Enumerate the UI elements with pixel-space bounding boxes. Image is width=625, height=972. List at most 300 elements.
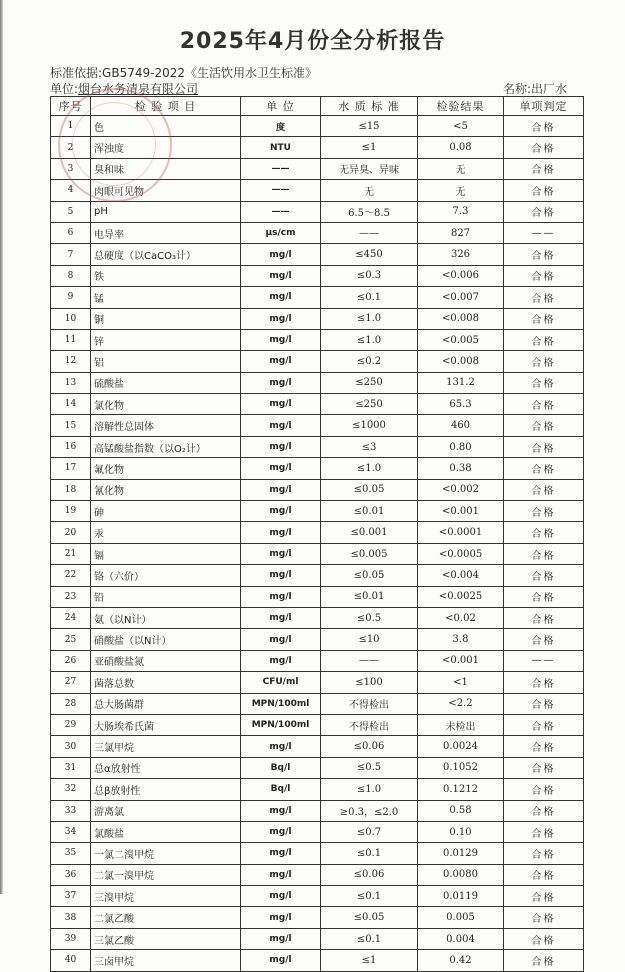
table-row bbox=[51, 201, 584, 222]
cell-item: 氯酸盐 bbox=[91, 821, 241, 842]
cell-seq: 4 bbox=[51, 180, 91, 201]
cell-standard: ≤10 bbox=[321, 629, 418, 650]
issuing-unit bbox=[50, 80, 198, 97]
cell-result: <0.0001 bbox=[418, 522, 504, 543]
cell-standard: ≤1.0 bbox=[321, 779, 418, 800]
table-row bbox=[51, 180, 584, 201]
cell-result: <0.004 bbox=[418, 565, 504, 586]
table-row bbox=[51, 886, 584, 907]
table-row bbox=[51, 244, 584, 265]
cell-item: 二氯一溴甲烷 bbox=[91, 864, 241, 885]
cell-result: 0.004 bbox=[418, 928, 504, 949]
cell-result: <0.001 bbox=[418, 501, 504, 522]
cell-standard: ≤250 bbox=[321, 372, 418, 393]
cell-unit: —— bbox=[241, 201, 321, 222]
cell-standard: ≤0.06 bbox=[321, 736, 418, 757]
cell-item: 锌 bbox=[91, 329, 241, 350]
cell-result: 0.58 bbox=[418, 800, 504, 821]
cell-standard: ≤0.05 bbox=[321, 479, 418, 500]
cell-seq: 35 bbox=[51, 843, 91, 864]
cell-judgement: —— bbox=[504, 650, 584, 671]
cell-unit: mg/l bbox=[241, 458, 321, 479]
table-row bbox=[51, 265, 584, 286]
cell-unit: mg/l bbox=[241, 907, 321, 928]
cell-item: 铜 bbox=[91, 308, 241, 329]
cell-seq: 26 bbox=[51, 650, 91, 671]
table-row bbox=[51, 394, 584, 415]
cell-standard: ≤0.001 bbox=[321, 522, 418, 543]
cell-seq: 25 bbox=[51, 629, 91, 650]
cell-standard: —— bbox=[321, 222, 418, 243]
header-judgement: 单项判定 bbox=[504, 97, 584, 116]
cell-unit: mg/l bbox=[241, 308, 321, 329]
cell-seq: 5 bbox=[51, 201, 91, 222]
cell-unit: mg/l bbox=[241, 886, 321, 907]
cell-judgement: 合格 bbox=[504, 394, 584, 415]
cell-unit: mg/l bbox=[241, 479, 321, 500]
cell-result: 326 bbox=[418, 244, 504, 265]
cell-judgement: 合格 bbox=[504, 864, 584, 885]
cell-item: 铝 bbox=[91, 351, 241, 372]
cell-seq: 37 bbox=[51, 886, 91, 907]
sample-name-value: 出厂水 bbox=[530, 82, 567, 96]
cell-judgement: 合格 bbox=[504, 543, 584, 564]
cell-result: 0.08 bbox=[418, 137, 504, 158]
header-standard: 水 质 标 准 bbox=[321, 97, 418, 116]
cell-result: 65.3 bbox=[418, 394, 504, 415]
cell-result: 无 bbox=[418, 180, 504, 201]
table-row bbox=[51, 543, 584, 564]
cell-standard: ≤450 bbox=[321, 244, 418, 265]
cell-item: 一氯二溴甲烷 bbox=[91, 843, 241, 864]
cell-seq: 19 bbox=[51, 501, 91, 522]
table-row bbox=[51, 501, 584, 522]
cell-result: <0.008 bbox=[418, 351, 504, 372]
cell-unit: Bq/l bbox=[241, 757, 321, 778]
cell-standard: ≤100 bbox=[321, 672, 418, 693]
cell-result: <0.005 bbox=[418, 329, 504, 350]
cell-unit: MPN/100ml bbox=[241, 693, 321, 714]
cell-unit: mg/l bbox=[241, 736, 321, 757]
cell-unit: mg/l bbox=[241, 415, 321, 436]
cell-result: 7.3 bbox=[418, 201, 504, 222]
cell-unit: CFU/ml bbox=[241, 672, 321, 693]
table-row bbox=[51, 907, 584, 928]
cell-judgement: 合格 bbox=[504, 372, 584, 393]
cell-unit: —— bbox=[241, 158, 321, 179]
standard-basis-label: 标准依据: bbox=[50, 66, 103, 80]
table-row bbox=[51, 607, 584, 628]
cell-unit: mg/l bbox=[241, 329, 321, 350]
cell-standard: ≤0.06 bbox=[321, 864, 418, 885]
cell-unit: mg/l bbox=[241, 843, 321, 864]
cell-result: 827 bbox=[418, 222, 504, 243]
cell-item: 硫酸盐 bbox=[91, 372, 241, 393]
table-row bbox=[51, 950, 584, 971]
page-edge-shadow bbox=[0, 0, 3, 894]
cell-unit: —— bbox=[241, 180, 321, 201]
cell-seq: 21 bbox=[51, 543, 91, 564]
cell-judgement: 合格 bbox=[504, 287, 584, 308]
table-row bbox=[51, 864, 584, 885]
cell-standard: ≤0.01 bbox=[321, 586, 418, 607]
report-title: 2025年4月份全分析报告 bbox=[179, 29, 446, 54]
cell-judgement: 合格 bbox=[504, 843, 584, 864]
cell-judgement: 合格 bbox=[504, 308, 584, 329]
cell-result: <2.2 bbox=[418, 693, 504, 714]
table-row bbox=[51, 928, 584, 949]
table-row bbox=[51, 779, 584, 800]
cell-result: 未检出 bbox=[418, 714, 504, 735]
cell-item: 二氯乙酸 bbox=[91, 907, 241, 928]
cell-standard: ≤1 bbox=[321, 137, 418, 158]
cell-judgement: 合格 bbox=[504, 886, 584, 907]
cell-item: 总α放射性 bbox=[91, 757, 241, 778]
cell-seq: 38 bbox=[51, 907, 91, 928]
cell-item: 三溴甲烷 bbox=[91, 886, 241, 907]
cell-seq: 31 bbox=[51, 757, 91, 778]
cell-seq: 1 bbox=[51, 116, 91, 137]
table-row bbox=[51, 672, 584, 693]
cell-standard: ≤1.0 bbox=[321, 329, 418, 350]
cell-seq: 6 bbox=[51, 222, 91, 243]
cell-judgement: 合格 bbox=[504, 479, 584, 500]
cell-result: <0.001 bbox=[418, 650, 504, 671]
table-header-row bbox=[51, 97, 584, 116]
cell-seq: 7 bbox=[51, 244, 91, 265]
cell-seq: 9 bbox=[51, 287, 91, 308]
cell-item: 氯化物 bbox=[91, 394, 241, 415]
cell-judgement: 合格 bbox=[504, 928, 584, 949]
cell-standard: ≤250 bbox=[321, 394, 418, 415]
cell-standard: ≤0.1 bbox=[321, 886, 418, 907]
table-row bbox=[51, 757, 584, 778]
cell-unit: Bq/l bbox=[241, 779, 321, 800]
cell-judgement: 合格 bbox=[504, 180, 584, 201]
cell-standard: ≤0.1 bbox=[321, 287, 418, 308]
table-row bbox=[51, 372, 584, 393]
cell-item: 铅 bbox=[91, 586, 241, 607]
cell-standard: ≤0.01 bbox=[321, 501, 418, 522]
cell-judgement: 合格 bbox=[504, 821, 584, 842]
standard-basis-value: GB5749-2022《生活饮用水卫生标准》 bbox=[102, 66, 317, 80]
cell-judgement: 合格 bbox=[504, 565, 584, 586]
cell-standard: 6.5～8.5 bbox=[321, 201, 418, 222]
cell-judgement: 合格 bbox=[504, 736, 584, 757]
table-row bbox=[51, 714, 584, 735]
cell-item: 溶解性总固体 bbox=[91, 415, 241, 436]
table-row bbox=[51, 436, 584, 457]
cell-unit: mg/l bbox=[241, 436, 321, 457]
cell-seq: 29 bbox=[51, 714, 91, 735]
sample-name-label: 名称: bbox=[502, 82, 531, 96]
cell-judgement: 合格 bbox=[504, 351, 584, 372]
cell-item: 砷 bbox=[91, 501, 241, 522]
cell-judgement: 合格 bbox=[504, 586, 584, 607]
cell-standard: 无异臭、异味 bbox=[321, 158, 418, 179]
cell-standard: 无 bbox=[321, 180, 418, 201]
analysis-table bbox=[50, 96, 584, 972]
cell-standard: ≤0.05 bbox=[321, 907, 418, 928]
cell-result: <0.0025 bbox=[418, 586, 504, 607]
cell-standard: ≤0.5 bbox=[321, 757, 418, 778]
cell-unit: mg/l bbox=[241, 607, 321, 628]
cell-unit: mg/l bbox=[241, 565, 321, 586]
table-row bbox=[51, 287, 584, 308]
cell-unit: mg/l bbox=[241, 800, 321, 821]
cell-unit: mg/l bbox=[241, 864, 321, 885]
cell-standard: 不得检出 bbox=[321, 714, 418, 735]
cell-seq: 15 bbox=[51, 415, 91, 436]
cell-judgement: 合格 bbox=[504, 116, 584, 137]
cell-judgement: 合格 bbox=[504, 137, 584, 158]
cell-unit: mg/l bbox=[241, 928, 321, 949]
cell-judgement: 合格 bbox=[504, 436, 584, 457]
cell-result: <0.002 bbox=[418, 479, 504, 500]
cell-seq: 22 bbox=[51, 565, 91, 586]
issuing-unit-label: 单位: bbox=[50, 82, 79, 96]
cell-judgement: 合格 bbox=[504, 607, 584, 628]
cell-seq: 32 bbox=[51, 779, 91, 800]
cell-result: 0.005 bbox=[418, 907, 504, 928]
cell-seq: 16 bbox=[51, 436, 91, 457]
table-row bbox=[51, 308, 584, 329]
cell-judgement: 合格 bbox=[504, 629, 584, 650]
cell-seq: 2 bbox=[51, 137, 91, 158]
cell-seq: 30 bbox=[51, 736, 91, 757]
cell-seq: 14 bbox=[51, 394, 91, 415]
sample-name bbox=[503, 80, 567, 97]
cell-item: 三卤甲烷 bbox=[91, 950, 241, 971]
cell-unit: mg/l bbox=[241, 586, 321, 607]
cell-item: 三氯乙酸 bbox=[91, 928, 241, 949]
cell-standard: ≤15 bbox=[321, 116, 418, 137]
cell-judgement: 合格 bbox=[504, 693, 584, 714]
cell-item: 铬（六价） bbox=[91, 565, 241, 586]
cell-result: 131.2 bbox=[418, 372, 504, 393]
cell-result: 0.0129 bbox=[418, 843, 504, 864]
cell-seq: 12 bbox=[51, 351, 91, 372]
cell-item: 游离氯 bbox=[91, 800, 241, 821]
cell-judgement: 合格 bbox=[504, 757, 584, 778]
cell-seq: 40 bbox=[51, 950, 91, 971]
table-row bbox=[51, 329, 584, 350]
cell-judgement: 合格 bbox=[504, 265, 584, 286]
cell-seq: 28 bbox=[51, 693, 91, 714]
cell-result: 无 bbox=[418, 158, 504, 179]
cell-standard: ≥0.3，≤2.0 bbox=[321, 800, 418, 821]
cell-unit: mg/l bbox=[241, 543, 321, 564]
cell-judgement: 合格 bbox=[504, 779, 584, 800]
cell-item: 肉眼可见物 bbox=[91, 180, 241, 201]
cell-item: 镉 bbox=[91, 543, 241, 564]
cell-judgement: 合格 bbox=[504, 672, 584, 693]
table-row bbox=[51, 116, 584, 137]
cell-judgement: 合格 bbox=[504, 907, 584, 928]
header-result: 检验结果 bbox=[418, 97, 504, 116]
cell-judgement: 合格 bbox=[504, 329, 584, 350]
cell-judgement: 合格 bbox=[504, 501, 584, 522]
standard-basis bbox=[50, 64, 317, 81]
cell-item: 汞 bbox=[91, 522, 241, 543]
table-row bbox=[51, 415, 584, 436]
cell-standard: ≤1 bbox=[321, 950, 418, 971]
cell-unit: mg/l bbox=[241, 650, 321, 671]
cell-seq: 23 bbox=[51, 586, 91, 607]
cell-unit: mg/l bbox=[241, 394, 321, 415]
cell-standard: ≤0.005 bbox=[321, 543, 418, 564]
cell-seq: 18 bbox=[51, 479, 91, 500]
table-row bbox=[51, 736, 584, 757]
table-row bbox=[51, 458, 584, 479]
cell-seq: 17 bbox=[51, 458, 91, 479]
cell-judgement: 合格 bbox=[504, 244, 584, 265]
cell-result: 0.0024 bbox=[418, 736, 504, 757]
cell-seq: 27 bbox=[51, 672, 91, 693]
header-seq: 序号 bbox=[51, 97, 91, 116]
cell-item: 总大肠菌群 bbox=[91, 693, 241, 714]
cell-item: 总β放射性 bbox=[91, 779, 241, 800]
cell-result: 0.80 bbox=[418, 436, 504, 457]
cell-result: 0.1212 bbox=[418, 779, 504, 800]
cell-item: 色 bbox=[91, 116, 241, 137]
table-row bbox=[51, 586, 584, 607]
table-row bbox=[51, 843, 584, 864]
cell-standard: ≤0.1 bbox=[321, 928, 418, 949]
cell-seq: 34 bbox=[51, 821, 91, 842]
cell-result: <5 bbox=[418, 116, 504, 137]
cell-item: 浑浊度 bbox=[91, 137, 241, 158]
cell-item: 总硬度（以CaCO₃计） bbox=[91, 244, 241, 265]
cell-judgement: 合格 bbox=[504, 458, 584, 479]
cell-standard: ≤0.3 bbox=[321, 265, 418, 286]
cell-unit: mg/l bbox=[241, 501, 321, 522]
cell-standard: ≤3 bbox=[321, 436, 418, 457]
cell-result: <0.0005 bbox=[418, 543, 504, 564]
cell-result: <0.02 bbox=[418, 607, 504, 628]
cell-unit: mg/l bbox=[241, 950, 321, 971]
cell-result: 0.10 bbox=[418, 821, 504, 842]
table-row bbox=[51, 522, 584, 543]
cell-judgement: 合格 bbox=[504, 522, 584, 543]
table-row bbox=[51, 479, 584, 500]
cell-unit: MPN/100ml bbox=[241, 714, 321, 735]
table-row bbox=[51, 629, 584, 650]
cell-item: 电导率 bbox=[91, 222, 241, 243]
cell-unit: mg/l bbox=[241, 522, 321, 543]
cell-standard: 不得检出 bbox=[321, 693, 418, 714]
cell-item: 氨（以N计） bbox=[91, 607, 241, 628]
cell-standard: ≤0.05 bbox=[321, 565, 418, 586]
cell-result: 0.1052 bbox=[418, 757, 504, 778]
cell-standard: —— bbox=[321, 650, 418, 671]
cell-seq: 24 bbox=[51, 607, 91, 628]
cell-seq: 10 bbox=[51, 308, 91, 329]
cell-unit: mg/l bbox=[241, 244, 321, 265]
issuing-unit-value: 烟台水务清泉有限公司 bbox=[78, 82, 199, 96]
table-row bbox=[51, 800, 584, 821]
table-row bbox=[51, 137, 584, 158]
cell-seq: 20 bbox=[51, 522, 91, 543]
cell-result: 0.0080 bbox=[418, 864, 504, 885]
cell-result: <0.007 bbox=[418, 287, 504, 308]
table-row bbox=[51, 821, 584, 842]
cell-unit: NTU bbox=[241, 137, 321, 158]
cell-judgement: 合格 bbox=[504, 950, 584, 971]
cell-unit: mg/l bbox=[241, 287, 321, 308]
cell-item: 高锰酸盐指数（以O₂计） bbox=[91, 436, 241, 457]
header-item: 检 验 项 目 bbox=[91, 97, 241, 116]
cell-result: <0.008 bbox=[418, 308, 504, 329]
cell-seq: 8 bbox=[51, 265, 91, 286]
table-body bbox=[51, 116, 584, 972]
cell-standard: ≤0.7 bbox=[321, 821, 418, 842]
cell-judgement: 合格 bbox=[504, 714, 584, 735]
header-unit: 单 位 bbox=[241, 97, 321, 116]
table-row bbox=[51, 222, 584, 243]
cell-judgement: 合格 bbox=[504, 800, 584, 821]
cell-standard: ≤1.0 bbox=[321, 458, 418, 479]
cell-unit: mg/l bbox=[241, 629, 321, 650]
cell-judgement: —— bbox=[504, 222, 584, 243]
cell-item: 氟化物 bbox=[91, 458, 241, 479]
cell-result: 460 bbox=[418, 415, 504, 436]
table-row bbox=[51, 565, 584, 586]
cell-standard: ≤1000 bbox=[321, 415, 418, 436]
cell-standard: ≤1.0 bbox=[321, 308, 418, 329]
cell-standard: ≤0.2 bbox=[321, 351, 418, 372]
cell-seq: 36 bbox=[51, 864, 91, 885]
cell-item: 硝酸盐（以N计） bbox=[91, 629, 241, 650]
cell-result: 0.38 bbox=[418, 458, 504, 479]
cell-judgement: 合格 bbox=[504, 158, 584, 179]
cell-result: 0.42 bbox=[418, 950, 504, 971]
cell-seq: 13 bbox=[51, 372, 91, 393]
cell-item: 亚硝酸盐氮 bbox=[91, 650, 241, 671]
table-row bbox=[51, 351, 584, 372]
cell-result: 0.0119 bbox=[418, 886, 504, 907]
cell-standard: ≤0.5 bbox=[321, 607, 418, 628]
cell-unit: mg/l bbox=[241, 351, 321, 372]
cell-standard: ≤0.1 bbox=[321, 843, 418, 864]
cell-item: 菌落总数 bbox=[91, 672, 241, 693]
cell-unit: mg/l bbox=[241, 265, 321, 286]
cell-item: pH bbox=[91, 201, 241, 222]
cell-seq: 11 bbox=[51, 329, 91, 350]
cell-item: 氰化物 bbox=[91, 479, 241, 500]
cell-item: 三氯甲烷 bbox=[91, 736, 241, 757]
cell-unit: mg/l bbox=[241, 821, 321, 842]
cell-judgement: 合格 bbox=[504, 415, 584, 436]
table-row bbox=[51, 158, 584, 179]
table-row bbox=[51, 650, 584, 671]
cell-judgement: 合格 bbox=[504, 201, 584, 222]
cell-result: 3.8 bbox=[418, 629, 504, 650]
cell-seq: 33 bbox=[51, 800, 91, 821]
cell-item: 锰 bbox=[91, 287, 241, 308]
cell-result: <1 bbox=[418, 672, 504, 693]
cell-unit: μs/cm bbox=[241, 222, 321, 243]
cell-item: 铁 bbox=[91, 265, 241, 286]
cell-unit: 度 bbox=[241, 116, 321, 137]
cell-seq: 39 bbox=[51, 928, 91, 949]
cell-item: 臭和味 bbox=[91, 158, 241, 179]
cell-unit: mg/l bbox=[241, 372, 321, 393]
cell-result: <0.006 bbox=[418, 265, 504, 286]
cell-item: 大肠埃希氏菌 bbox=[91, 714, 241, 735]
table-row bbox=[51, 693, 584, 714]
cell-seq: 3 bbox=[51, 158, 91, 179]
